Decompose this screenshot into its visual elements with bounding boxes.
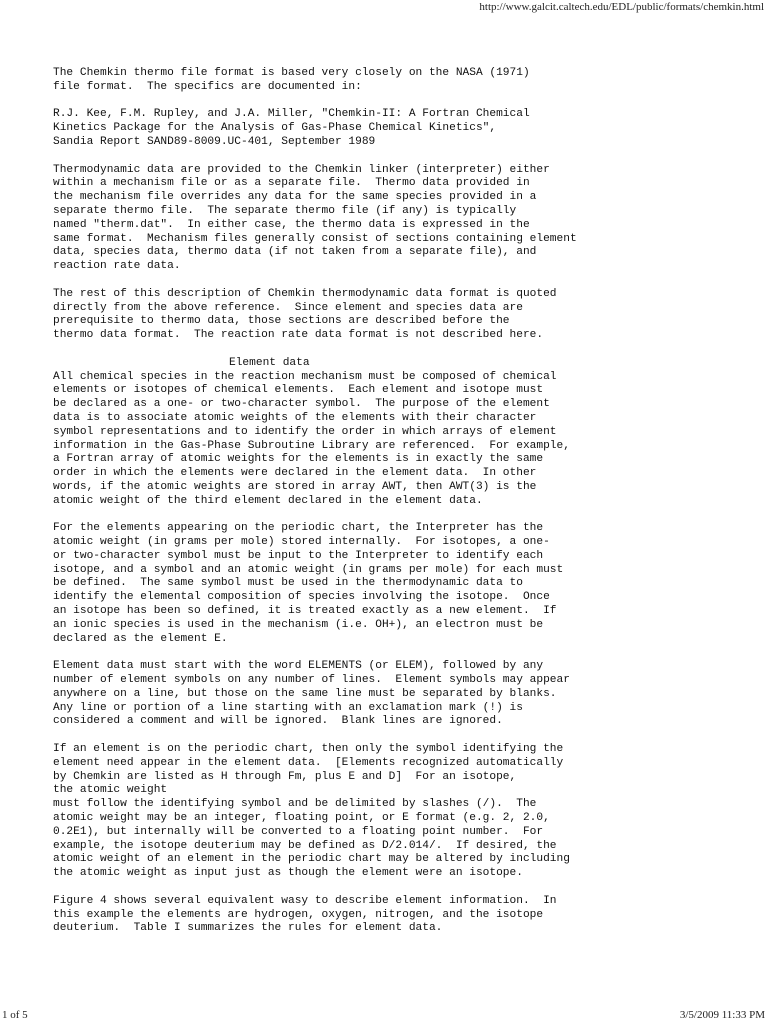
text-line: All chemical species in the reaction mechanism must be composed of chemical — [53, 370, 557, 383]
text-line: deuterium. Table I summarizes the rules for element data. — [53, 922, 443, 935]
text-line: words, if the atomic weights are stored in array AWT, then AWT(3) is the — [53, 480, 537, 493]
text-line: If an element is on the periodic chart, then only the symbol identifying the — [53, 743, 564, 756]
text-line: 0.2E1), but internally will be converted to a floating point number. For — [53, 825, 544, 838]
text-line: the atomic weight — [53, 784, 168, 797]
text-line: by Chemkin are listed as H through Fm, plus E and D] For an isotope, — [53, 770, 517, 783]
text-line: separate thermo file. The separate thermo file (if any) is typically — [53, 204, 517, 217]
document-body — [53, 67, 758, 950]
element-intro-paragraph — [53, 371, 758, 509]
text-line: data, species data, thermo data (if not taken from a separate file), and — [53, 246, 537, 259]
element-data-section — [53, 357, 758, 509]
description-note-paragraph — [53, 288, 758, 343]
text-line: the atomic weight as input just as though the element were an isotope. — [53, 867, 523, 880]
text-line: named "therm.dat". In either case, the thermo data is expressed in the — [53, 218, 530, 231]
print-header-url: http://www.galcit.caltech.edu/EDL/public/formats/chemkin.html — [479, 1, 764, 13]
text-line: declared as the element E. — [53, 632, 228, 645]
text-line: element need appear in the element data. [Elements recognized automatically — [53, 756, 564, 769]
text-line: atomic weight of the third element declared in the element data. — [53, 494, 483, 507]
print-footer-datetime: 3/5/2009 11:33 PM — [679, 1009, 765, 1021]
text-line: must follow the identifying symbol and be delimited by slashes (/). The — [53, 798, 537, 811]
thermo-overview-paragraph — [53, 164, 758, 274]
text-line: or two-character symbol must be input to the Interpreter to identify each — [53, 549, 544, 562]
text-line: number of element symbols on any number of lines. Element symbols may appear — [53, 674, 570, 687]
text-line: considered a comment and will be ignored. Blank lines are ignored. — [53, 715, 503, 728]
text-line: information in the Gas-Phase Subroutine Library are referenced. For example, — [53, 439, 570, 452]
text-line: Thermodynamic data are provided to the Chemkin linker (interpreter) either — [53, 163, 550, 176]
text-line: atomic weight (in grams per mole) stored internally. For isotopes, a one- — [53, 536, 550, 549]
text-line: same format. Mechanism files generally consist of sections containing element — [53, 232, 577, 245]
text-line: Kinetics Package for the Analysis of Gas-Phase Chemical Kinetics", — [53, 122, 497, 135]
text-line: order in which the elements were declared in the element data. In other — [53, 467, 537, 480]
text-line: within a mechanism file or as a separate file. Thermo data provided in — [53, 177, 530, 190]
text-line: Element data must start with the word ELEMENTS (or ELEM), followed by any — [53, 660, 544, 673]
element-syntax-paragraph — [53, 660, 758, 729]
text-line: symbol representations and to identify the order in which arrays of element — [53, 425, 557, 438]
text-line: an ionic species is used in the mechanism (i.e. OH+), an electron must be — [53, 618, 544, 631]
text-line: directly from the above reference. Since element and species data are — [53, 301, 523, 314]
text-line: elements or isotopes of chemical elements. Each element and isotope must — [53, 384, 544, 397]
periodic-chart-paragraph — [53, 522, 758, 646]
text-line: Any line or portion of a line starting with an exclamation mark (!) is — [53, 701, 523, 714]
text-line: an isotope has been so defined, it is treated exactly as a new element. If — [53, 605, 557, 618]
text-line: R.J. Kee, F.M. Rupley, and J.A. Miller, "Chemkin-II: A Fortran Chemical — [53, 108, 530, 121]
element-data-heading: Element data — [229, 356, 310, 369]
text-line: reaction rate data. — [53, 260, 181, 273]
reference-citation — [53, 108, 758, 149]
text-line: atomic weight of an element in the periodic chart may be altered by including — [53, 853, 570, 866]
isotope-weights-paragraph — [53, 743, 758, 881]
text-line: file format. The specifics are documented in: — [53, 80, 362, 93]
text-line: be defined. The same symbol must be used in the thermodynamic data to — [53, 577, 523, 590]
text-line: For the elements appearing on the periodic chart, the Interpreter has the — [53, 522, 544, 535]
text-line: this example the elements are hydrogen, oxygen, nitrogen, and the isotope — [53, 908, 544, 921]
text-line: the mechanism file overrides any data for the same species provided in a — [53, 191, 537, 204]
text-line: anywhere on a line, but those on the same line must be separated by blanks. — [53, 687, 557, 700]
text-line: example, the isotope deuterium may be defined as D/2.014/. If desired, the — [53, 839, 557, 852]
text-line: identify the elemental composition of species involving the isotope. Once — [53, 591, 550, 604]
text-line: prerequisite to thermo data, those sections are described before the — [53, 315, 510, 328]
intro-paragraph — [53, 67, 758, 95]
text-line: Figure 4 shows several equivalent wasy to describe element information. In — [53, 894, 557, 907]
text-line: Sandia Report SAND89-8009.UC-401, September 1989 — [53, 135, 376, 148]
text-line: data is to associate atomic weights of the elements with their character — [53, 411, 537, 424]
text-line: a Fortran array of atomic weights for the elements is in exactly the same — [53, 453, 544, 466]
text-line: The Chemkin thermo file format is based very closely on the NASA (1971) — [53, 67, 530, 79]
print-footer-page-number: 1 of 5 — [2, 1009, 28, 1021]
text-line: isotope, and a symbol and an atomic weight (in grams per mole) for each must — [53, 563, 564, 576]
text-line: The rest of this description of Chemkin thermodynamic data format is quoted — [53, 287, 557, 300]
figure-note-paragraph — [53, 895, 758, 936]
text-line: thermo data format. The reaction rate data format is not described here. — [53, 329, 544, 342]
text-line: be declared as a one- or two-character symbol. The purpose of the element — [53, 398, 550, 411]
text-line: atomic weight may be an integer, floating point, or E format (e.g. 2, 2.0, — [53, 812, 550, 825]
